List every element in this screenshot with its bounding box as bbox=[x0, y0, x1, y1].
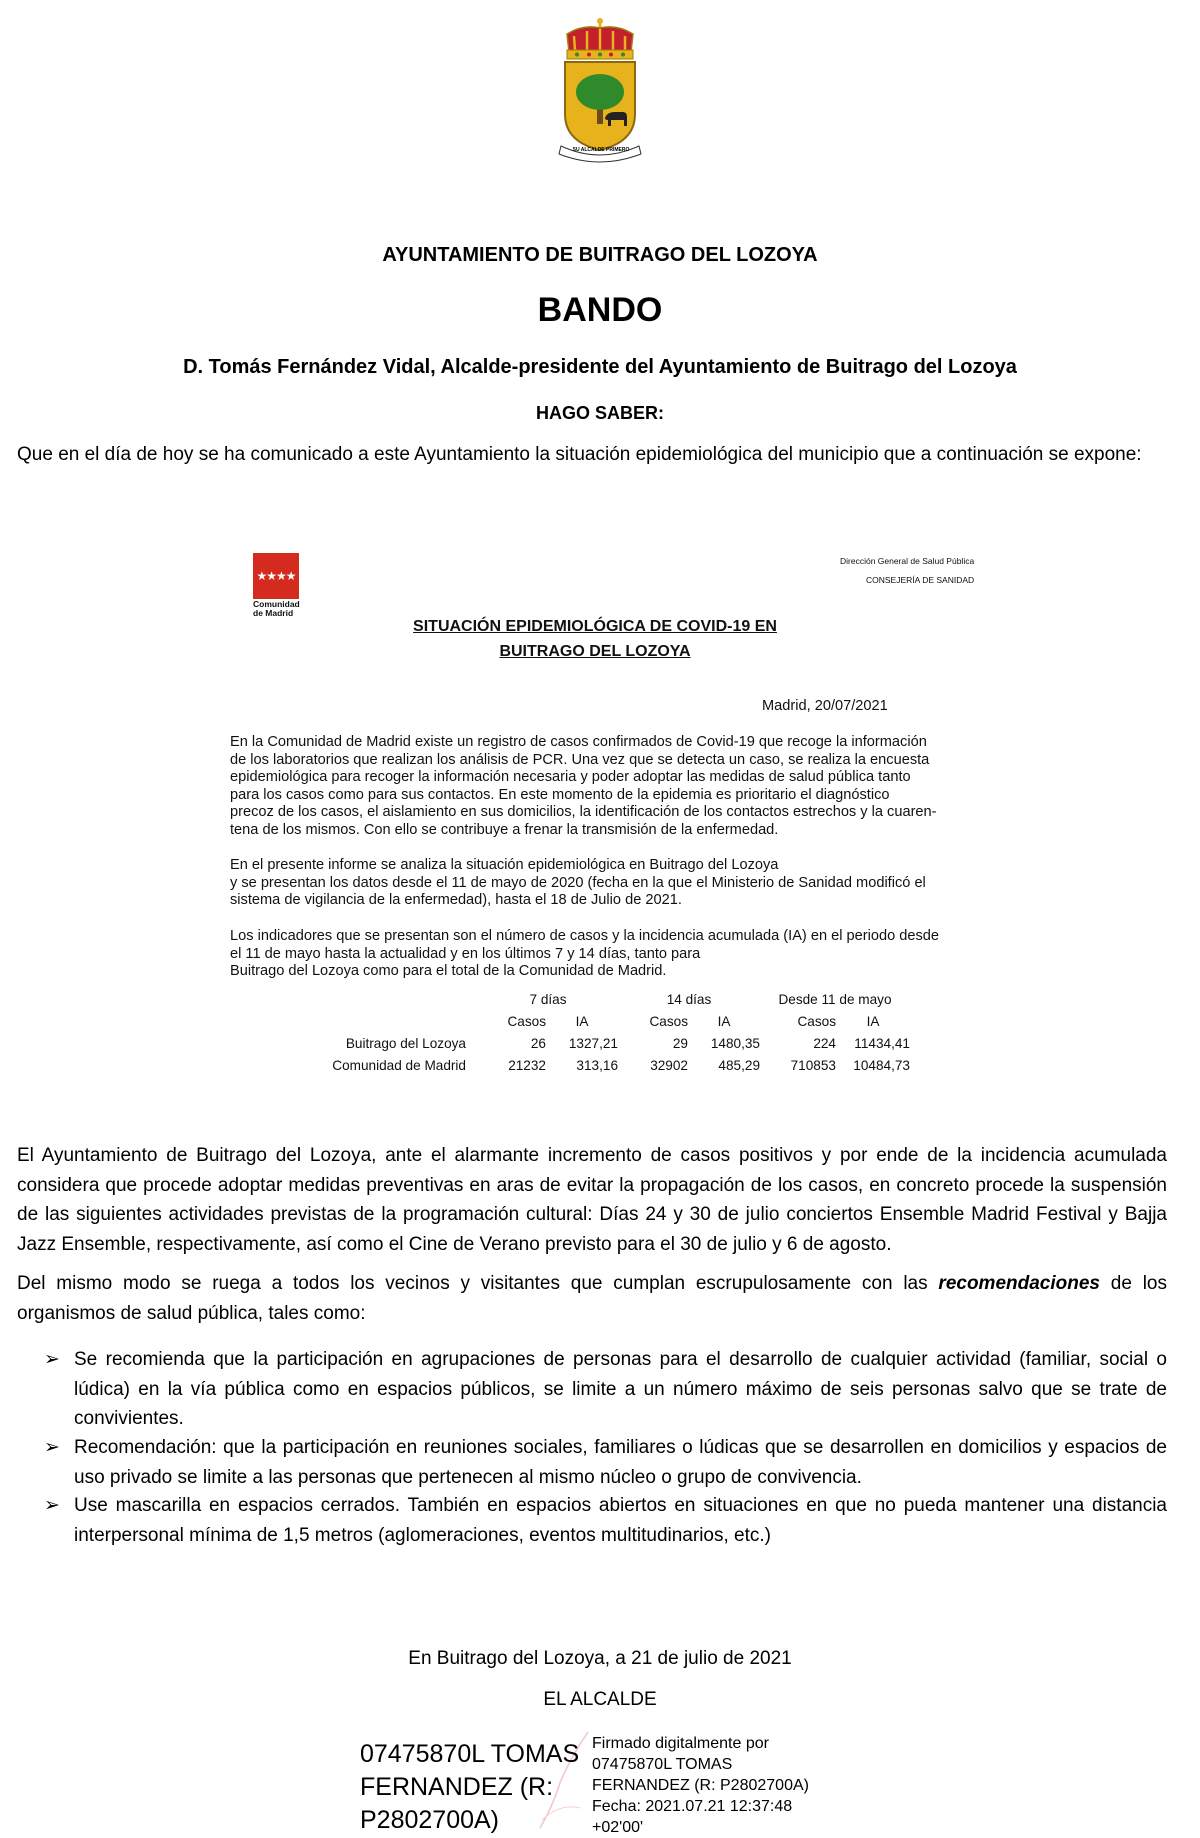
document-title: BANDO bbox=[537, 291, 663, 329]
recommendations-emphasis: recomendaciones bbox=[938, 1273, 1100, 1294]
period-since-may: Desde 11 de mayo bbox=[778, 991, 892, 1007]
signer-name: 07475870L TOMAS FERNANDEZ (R: P2802700A) bbox=[360, 1740, 580, 1834]
mayor-line: D. Tomás Fernández Vidal, Alcalde-presidente del Ayuntamiento de Buitrago del Lozoya bbox=[183, 356, 1017, 378]
column-header: Casos bbox=[797, 1013, 836, 1029]
period-14-days: 14 días bbox=[666, 991, 712, 1007]
table-cell: 485,29 bbox=[718, 1057, 760, 1073]
report-title: SITUACIÓN EPIDEMIOLÓGICA DE COVID-19 EN BUITRAGO DEL LOZOYA bbox=[413, 618, 777, 660]
table-cell: 1480,35 bbox=[710, 1035, 760, 1051]
municipality-name: AYUNTAMIENTO DE BUITRAGO DEL LOZOYA bbox=[382, 244, 818, 266]
digital-signature-stamp: Firmado digitalmente por 07475870L TOMAS FERNANDEZ (R: P2802700A) Fecha: 2021.07.21 12:37:48 +02'00' bbox=[592, 1735, 809, 1836]
measures-paragraph: El Ayuntamiento de Buitrago del Lozoya, ante el alarmante incremento de casos positivos y por ende de la incidencia acumulada considera que procede adoptar medidas preventivas en aras de evitar la propagación de los casos, en concreto procede la suspensión de las siguientes actividades previstas de la programación cultural: Días 24 y 30 de julio conciertos Ensemble Madrid Festival y Bajja Jazz Ensemble, respectivamente, así como el Cine de Verano previsto para el 30 de julio y 6 de agosto. bbox=[17, 1145, 1167, 1255]
report-paragraph-3: Los indicadores que se presentan son el número de casos y la incidencia acumulada (IA) en el periodo desde el 11 de mayo hasta la actualidad y en los últimos 7 y 14 días, tanto para Buitrago del Lozoya como para el total de la Comunidad de Madrid. bbox=[230, 928, 940, 980]
list-item: Recomendación: que la participación en reuniones sociales, familiares o lúdicas que se desarrollen en domicilios y espacios de uso privado se limite a las personas que pertenecen al mismo núcleo o grupo de convivencia. bbox=[74, 1437, 1167, 1488]
recommendations-paragraph: Del mismo modo se ruega a todos los vecinos y visitantes que cumplan escrupulosamente con las recomendaciones de los organismos de salud pública, tales como: bbox=[17, 1273, 1167, 1324]
row-label: Buitrago del Lozoya bbox=[345, 1035, 466, 1051]
place-and-date: En Buitrago del Lozoya, a 21 de julio de 2021 bbox=[408, 1648, 792, 1669]
logo-caption: Comunidad de Madrid bbox=[253, 599, 300, 618]
row-label: Comunidad de Madrid bbox=[332, 1057, 466, 1073]
table-row bbox=[328, 1054, 910, 1076]
column-header: Casos bbox=[649, 1013, 688, 1029]
table-row bbox=[328, 1032, 910, 1054]
table-cell: 26 bbox=[530, 1035, 546, 1051]
list-item: Se recomienda que la participación en agrupaciones de personas para el desarrollo de cualquier actividad (familiar, social o lúdica) en la vía pública como en espacios públicos, se limite a un número máximo de seis personas salvo que se trate de convivientes. bbox=[74, 1349, 1167, 1429]
table-cell: 32902 bbox=[650, 1057, 688, 1073]
madrid-stars-icon: ★★★★ bbox=[256, 569, 296, 583]
table-cell: 1327,21 bbox=[568, 1035, 618, 1051]
table-period-header bbox=[328, 988, 910, 1010]
column-header: Casos bbox=[507, 1013, 546, 1029]
report-date: Madrid, 20/07/2021 bbox=[762, 698, 888, 714]
health-department: Dirección General de Salud Pública CONSEJERÍA DE SANIDAD bbox=[840, 556, 975, 585]
bullet-arrow-icon: ➢ bbox=[44, 1349, 60, 1370]
table-cell: 10484,73 bbox=[853, 1057, 910, 1073]
table-cell: 313,16 bbox=[576, 1057, 618, 1073]
table-cell: 29 bbox=[672, 1035, 688, 1051]
table-subheader bbox=[328, 1010, 910, 1032]
municipal-crest bbox=[555, 14, 645, 164]
table-cell: 21232 bbox=[508, 1057, 546, 1073]
column-header: IA bbox=[717, 1013, 731, 1029]
intro-paragraph: Que en el día de hoy se ha comunicado a este Ayuntamiento la situación epidemiológica del municipio que a continuación se expone: bbox=[17, 444, 1142, 465]
bullet-arrow-icon: ➢ bbox=[44, 1437, 60, 1458]
comunidad-madrid-logo bbox=[253, 553, 299, 599]
table-cell: 224 bbox=[813, 1035, 836, 1051]
crest-motto: SU ALCALDE PRIMERO bbox=[572, 147, 630, 153]
period-7-days: 7 días bbox=[529, 991, 567, 1007]
column-header: IA bbox=[575, 1013, 589, 1029]
bullet-arrow-icon: ➢ bbox=[44, 1495, 60, 1516]
signatory-title: EL ALCALDE bbox=[543, 1689, 657, 1710]
table-cell: 11434,41 bbox=[854, 1035, 910, 1051]
list-item: Use mascarilla en espacios cerrados. También en espacios abiertos en situaciones en que no pueda mantener una distancia interpersonal mínima de 1,5 metros (aglomeraciones, eventos multitudinarios, etc.) bbox=[74, 1495, 1167, 1546]
hago-saber: HAGO SABER: bbox=[535, 403, 664, 423]
table-cell: 710853 bbox=[790, 1057, 836, 1073]
column-header: IA bbox=[866, 1013, 880, 1029]
report-paragraph-1: En la Comunidad de Madrid existe un registro de casos confirmados de Covid-19 que recoge la información de los laboratorios que realizan los análisis de PCR. Una vez que se detecta un caso, se realiza la encuesta epidemiológica para recoger la información necesaria y poder adoptar las medidas de salud pública tanto para los casos como para sus contactos. En este momento de la epidemia es prioritario el diagnóstico precoz de los casos, el aislamiento en sus domicilios, la identificación de los contactos estrechos y la cuaren- tena de los mismos. Con ello se contribuye a frenar la transmisión de la enfermedad. bbox=[230, 734, 937, 838]
report-paragraph-2: En el presente informe se analiza la situación epidemiológica en Buitrago del Lozoya y se presentan los datos desde el 11 de mayo de 2020 (fecha en la que el Ministerio de Sanidad modificó el sistema de vigilancia de la enfermedad), hasta el 18 de Julio de 2021. bbox=[230, 857, 926, 909]
indicators-table bbox=[328, 988, 910, 1076]
